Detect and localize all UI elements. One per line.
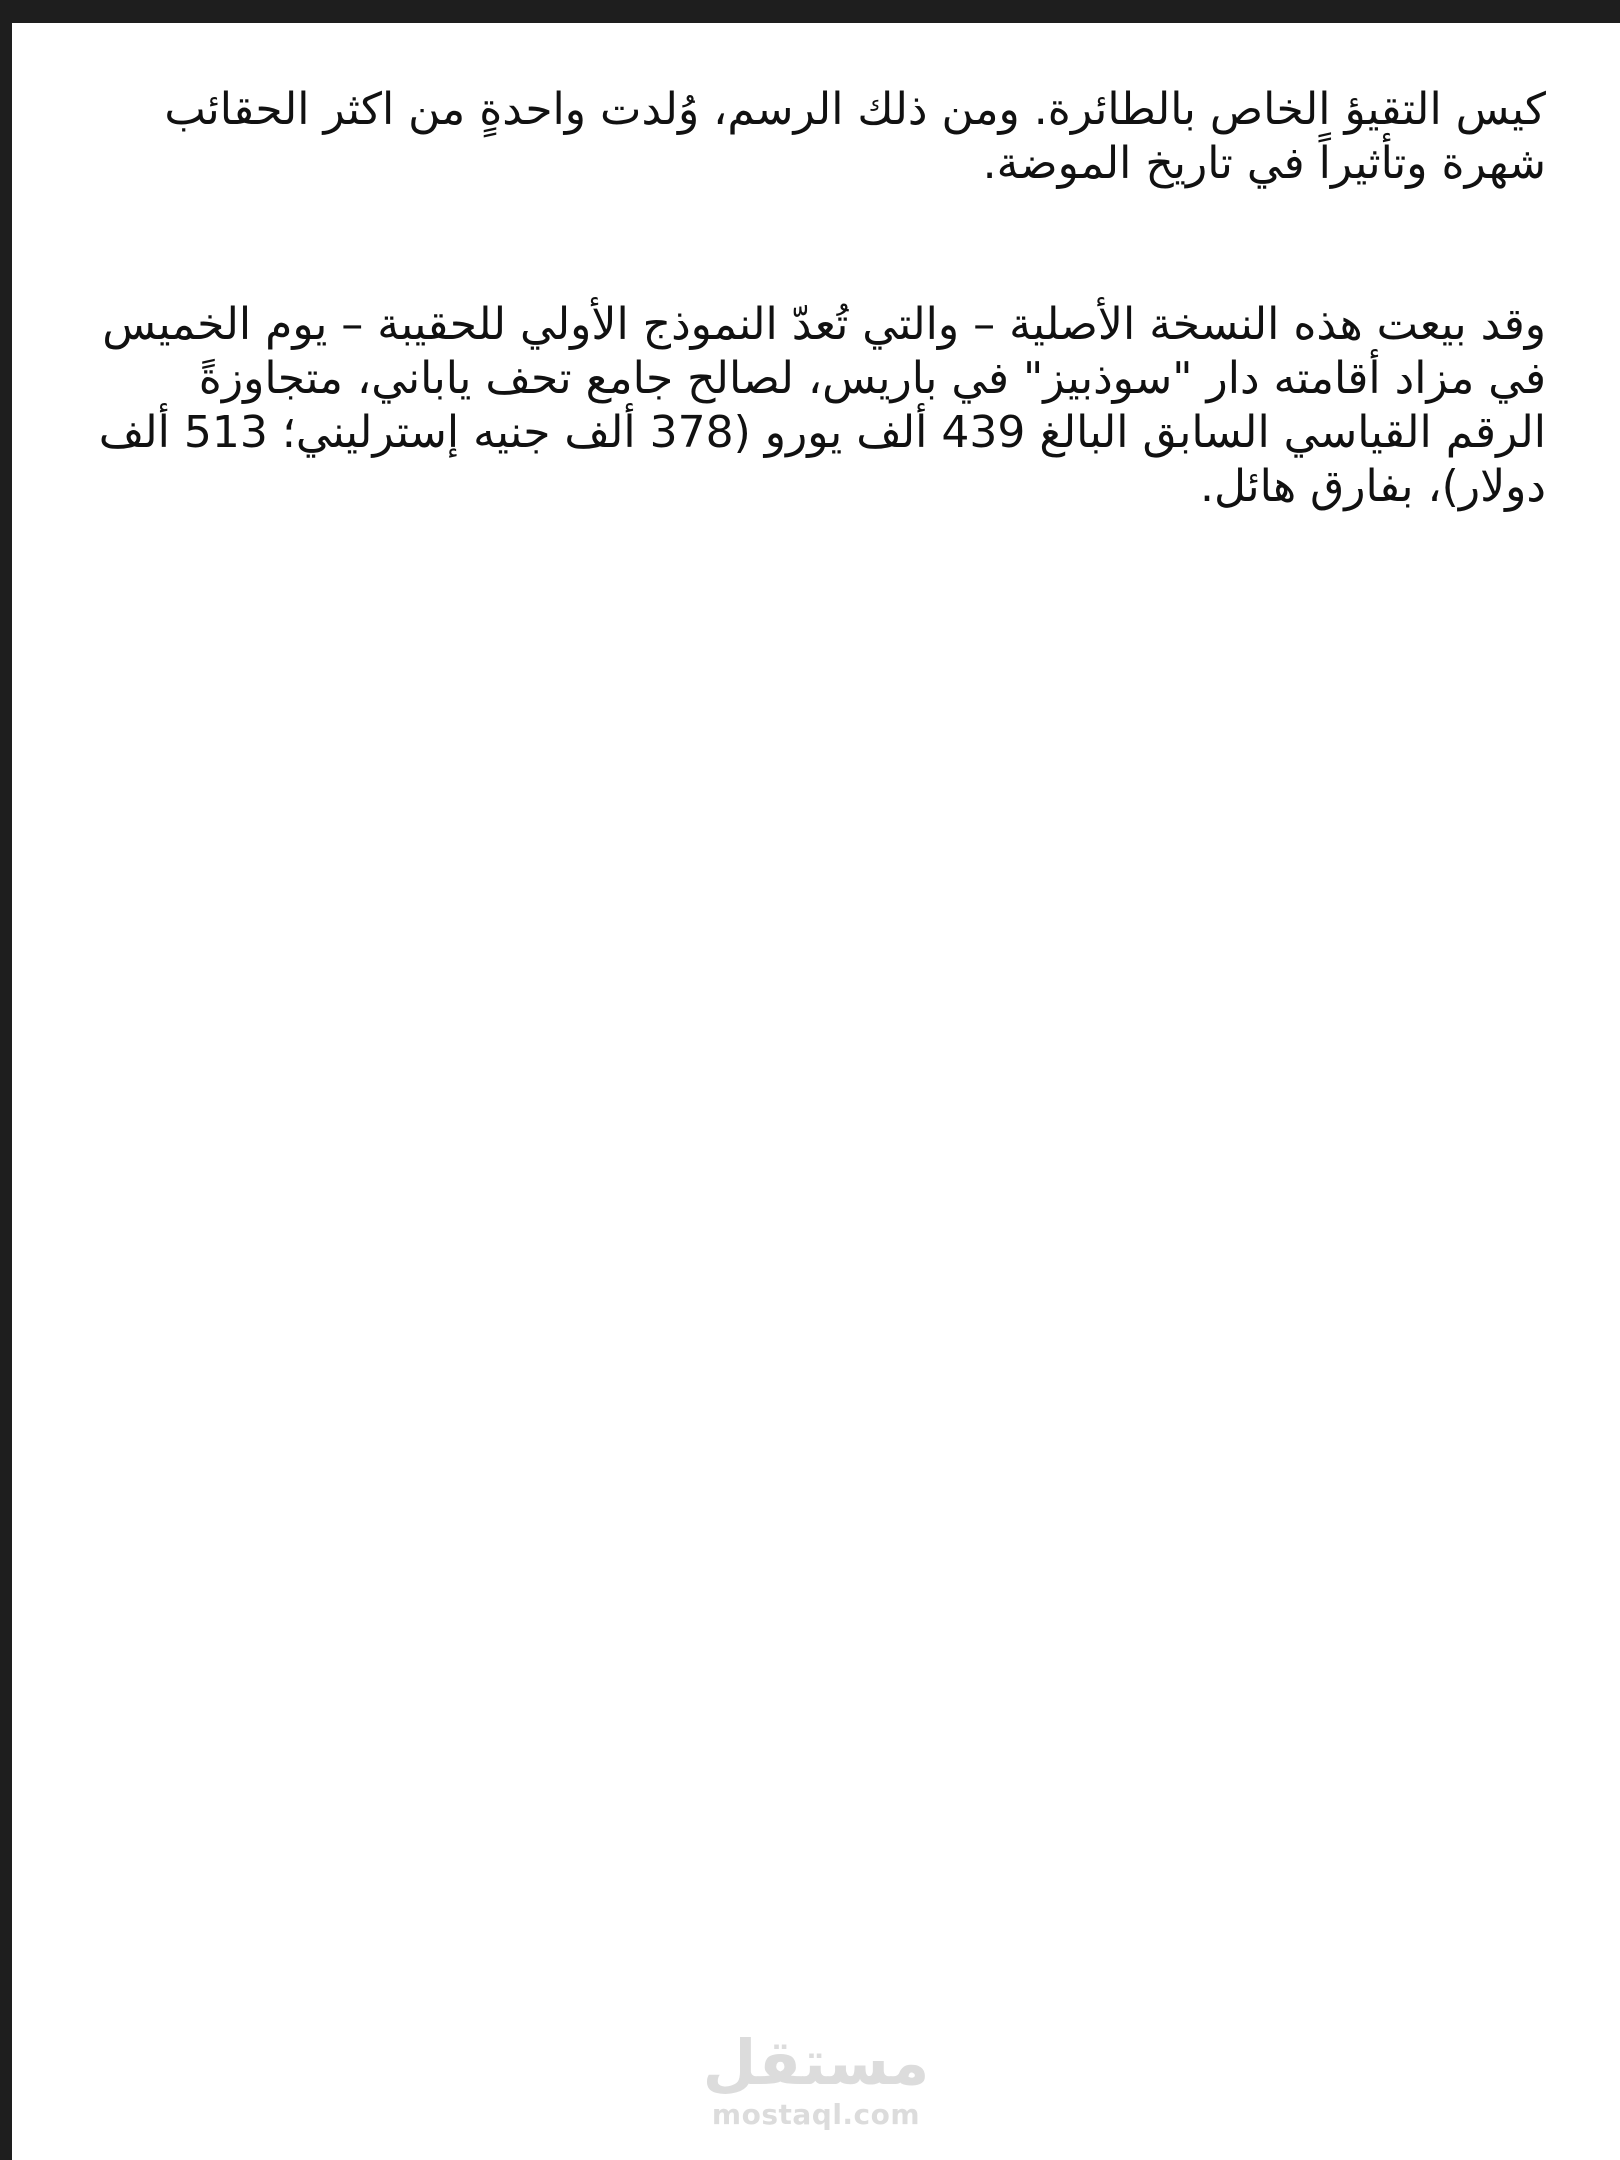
page-content xyxy=(86,83,1546,514)
watermark-url: mostaql.com xyxy=(711,2098,921,2131)
watermark-logo: مستقل xyxy=(702,2026,930,2099)
paragraph-1: كيس التقيؤ الخاص بالطائرة. ومن ذلك الرسم، وُلدت واحدةٍ من اكثر الحقائب شهرة وتأثيراً في تاريخ الموضة. xyxy=(164,84,1546,189)
paragraph-2: وقد بيعت هذه النسخة الأصلية – والتي تُعدّ النموذج الأولي للحقيبة – يوم الخميس في مزاد أقامته دار "سوذبيز" في باريس، لصالح جامع تحف ياباني، متجاوزةً الرقم القياسي السابق البالغ 439 ألف يورو (378 ألف جنيه إسترليني؛ 513 ألف دولار)، بفارق هائل. xyxy=(98,299,1546,512)
mostaql-watermark xyxy=(12,2028,1620,2132)
document-page xyxy=(12,23,1620,2160)
